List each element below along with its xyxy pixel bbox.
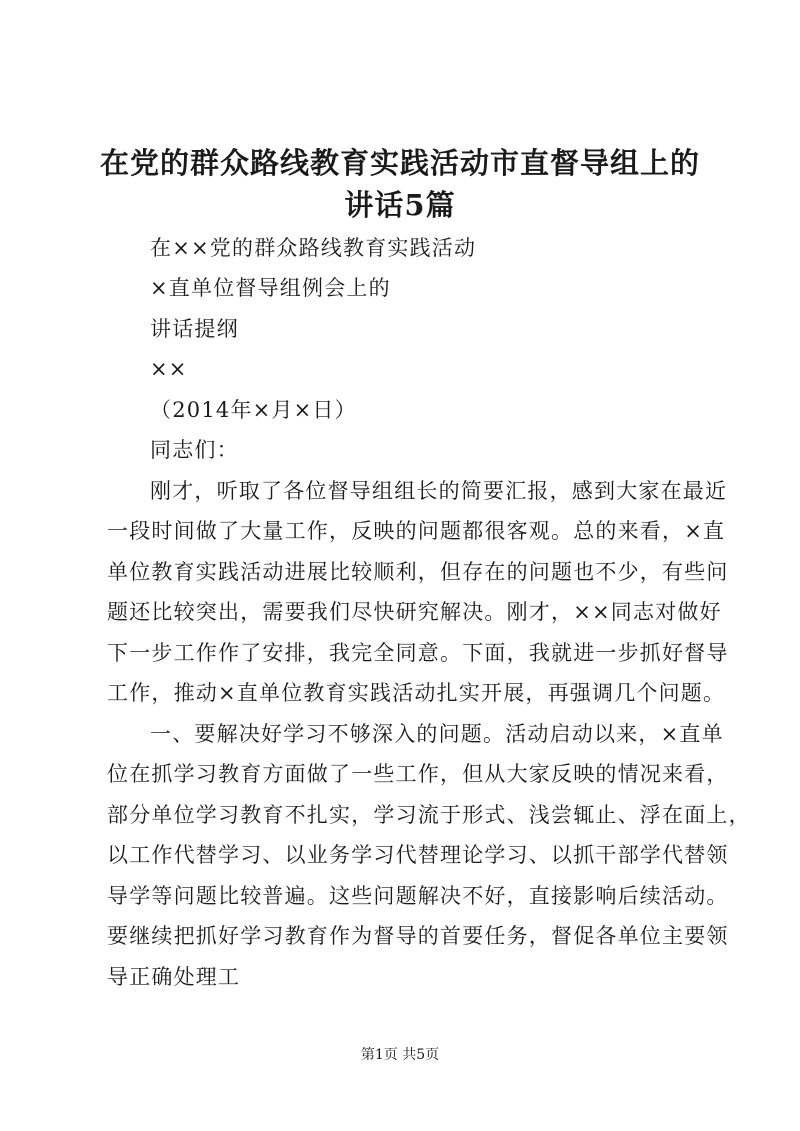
paragraph-line: 刚才，听取了各位督导组组长的简要汇报，感到大家在最近: [150, 479, 728, 503]
document-title-line-2: 讲话5篇: [344, 188, 456, 222]
paragraph-line: 工作，推动×直单位教育实践活动扎实开展，再强调几个问题。: [107, 681, 726, 705]
paragraph-line: 一、要解决好学习不够深入的问题。活动启动以来，×直单: [150, 722, 724, 746]
salutation: 同志们：: [150, 438, 239, 462]
paragraph-line: 以工作代替学习、以业务学习代替理论学习、以抓干部学代替领: [107, 843, 729, 867]
paragraph-line: 导学等问题比较普遍。这些问题解决不好，直接影响后续活动。: [107, 884, 729, 908]
paragraph-line: 导正确处理工: [107, 965, 241, 989]
header-line: 在××党的群众路线教育实践活动: [150, 236, 477, 260]
header-line: ×直单位督导组例会上的: [150, 276, 391, 300]
paragraph-line: 题还比较突出，需要我们尽快研究解决。刚才，××同志对做好: [107, 600, 722, 624]
header-line: （2014年×月×日）: [150, 398, 357, 422]
paragraph-line: 要继续把抓好学习教育作为督导的首要任务，督促各单位主要领: [107, 924, 729, 948]
header-line: 讲话提纲: [150, 317, 239, 341]
paragraph-line: 位在抓学习教育方面做了一些工作，但从大家反映的情况来看，: [107, 762, 729, 786]
document-title-line-1: 在党的群众路线教育实践活动市直督导组上的: [99, 146, 700, 180]
paragraph-line: 部分单位学习教育不扎实，学习流于形式、浅尝辄止、浮在面上，: [107, 803, 751, 827]
page-number-footer: 第1页 共5页: [360, 1047, 440, 1063]
paragraph-line: 一段时间做了大量工作，反映的问题都很客观。总的来看，×直: [107, 519, 726, 543]
paragraph-line: 单位教育实践活动进展比较顺利，但存在的问题也不少，有些问: [107, 560, 729, 584]
header-line: ××: [150, 357, 188, 381]
paragraph-line: 下一步工作作了安排，我完全同意。下面，我就进一步抓好督导: [107, 641, 729, 665]
